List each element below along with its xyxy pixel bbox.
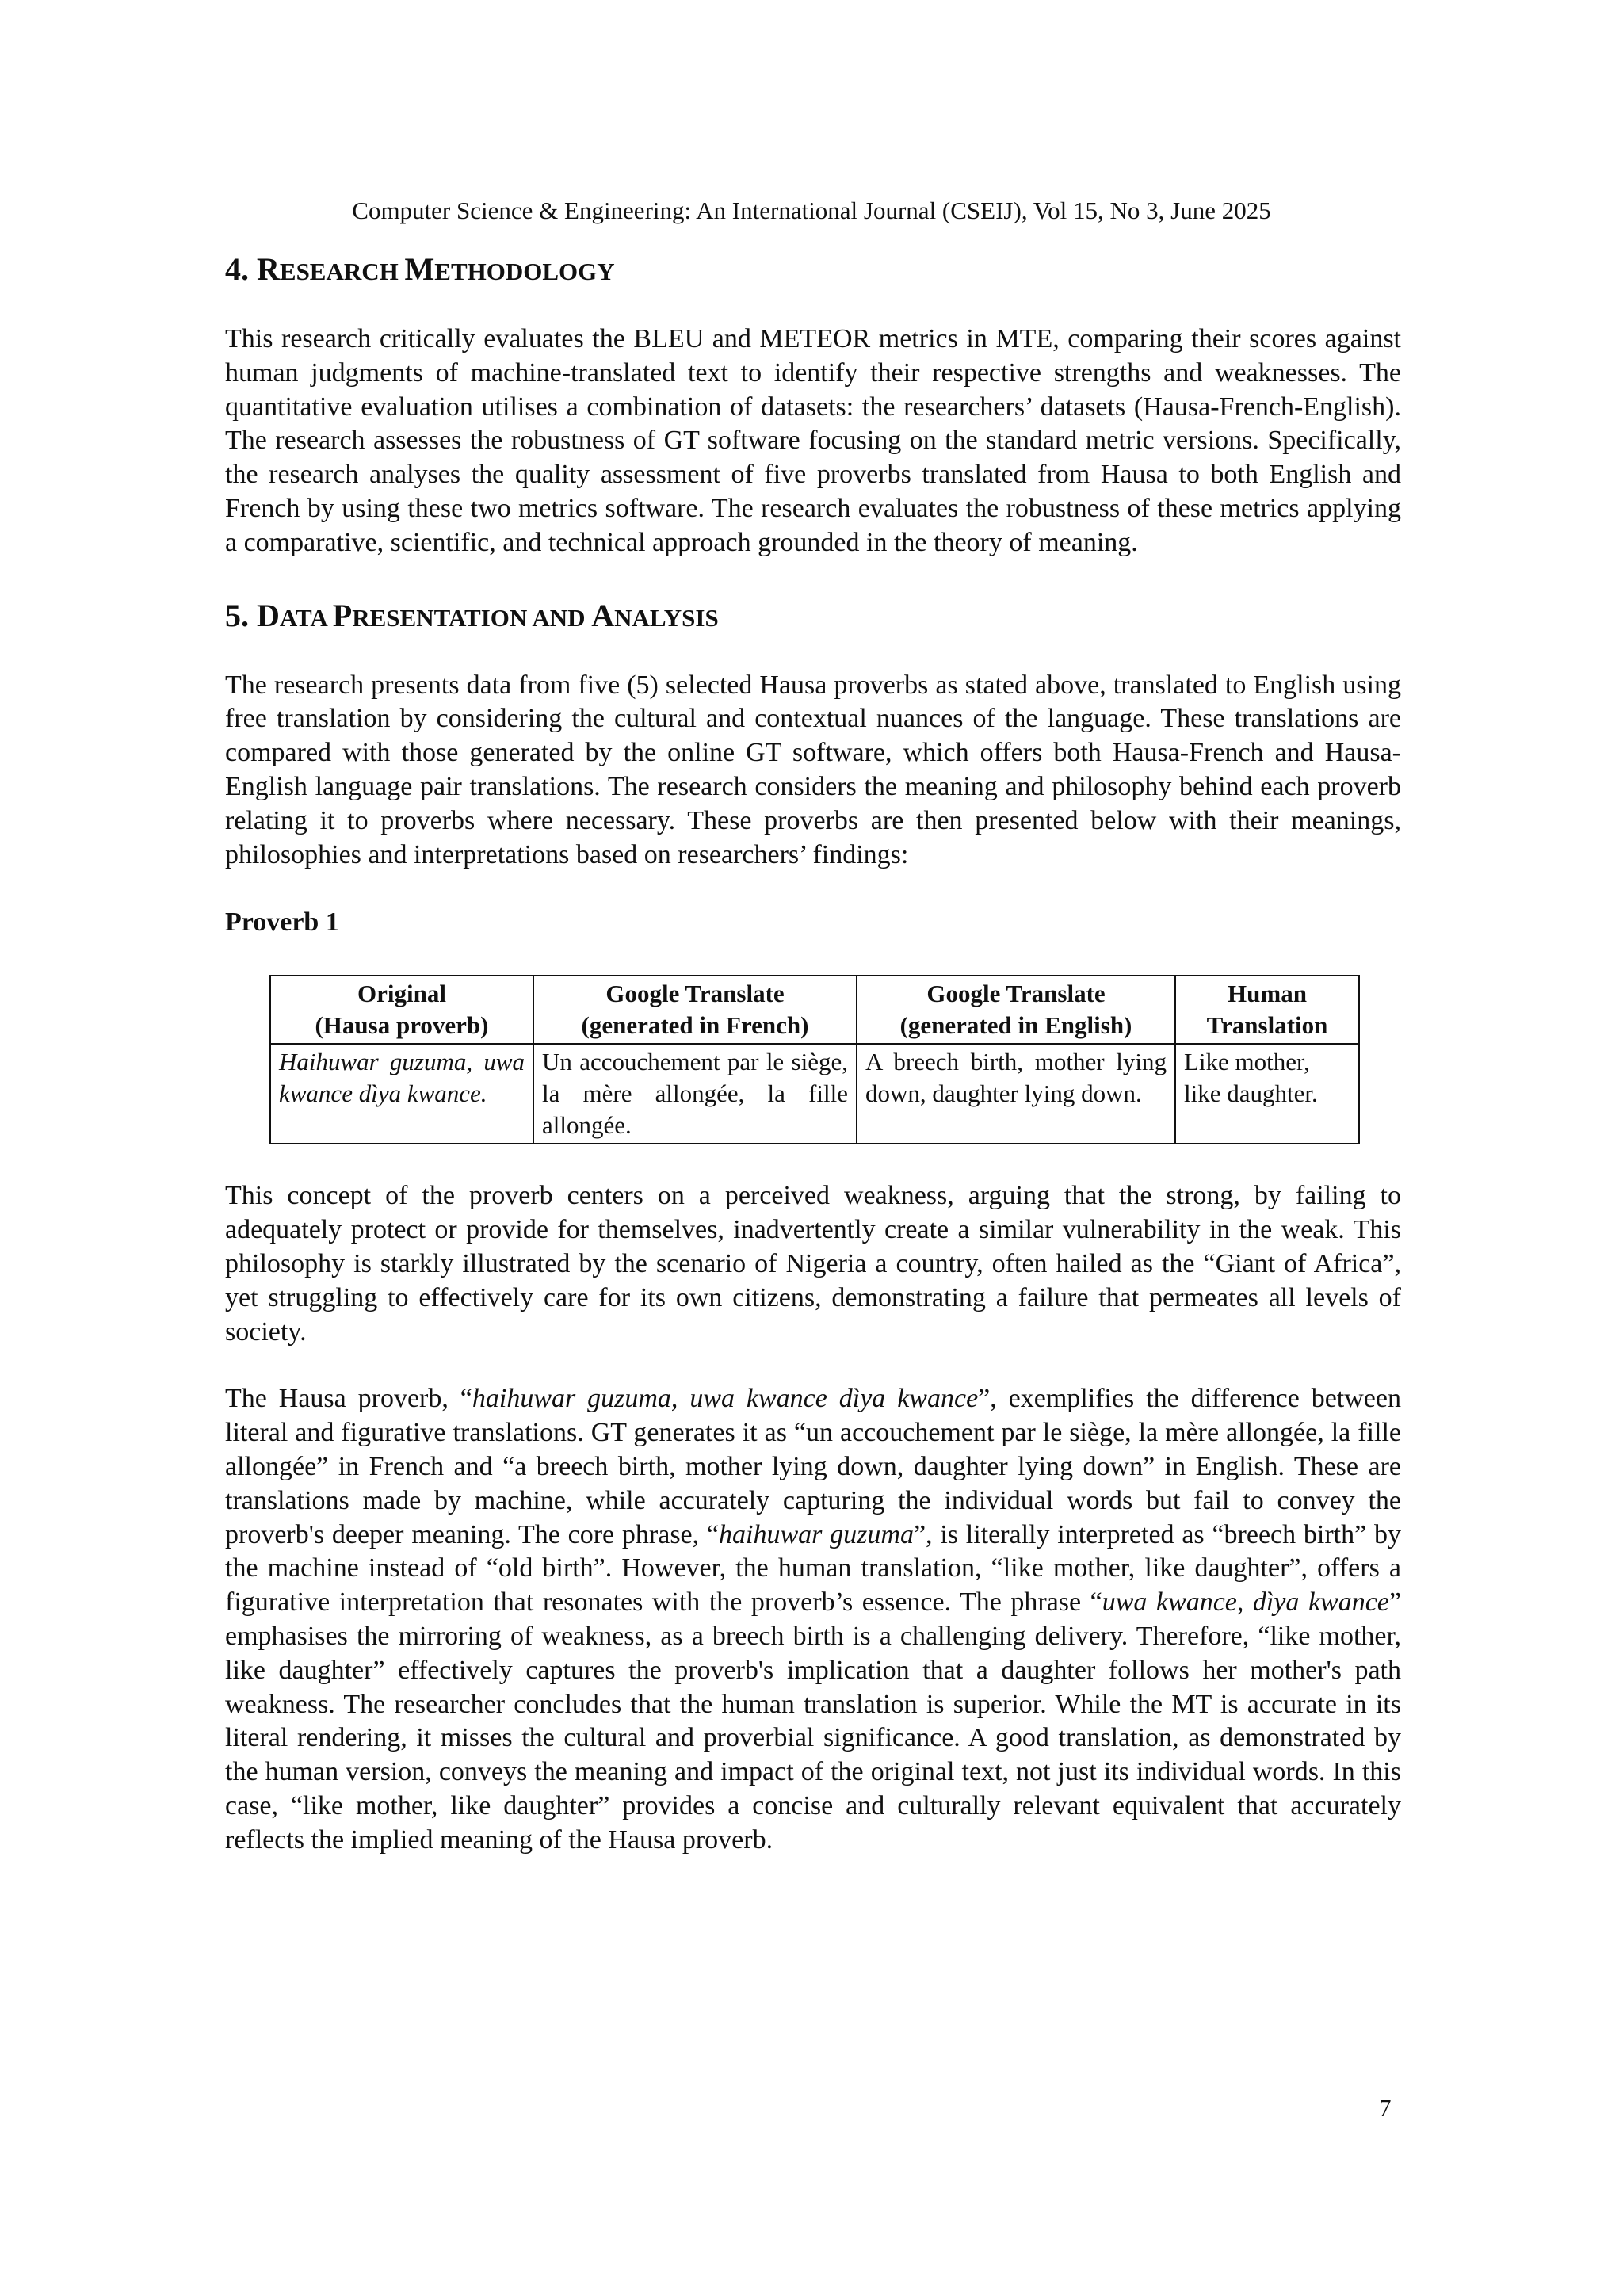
section-4-title-m: M	[404, 251, 435, 287]
section-5-title-d: D	[257, 597, 280, 633]
section-4-heading	[225, 247, 1401, 294]
section-4-paragraph: This research critically evaluates the BLEU and METEOR metrics in MTE, comparing their scores against human judgments of machine-translated text to identify their respective strengths and weaknesses. The quantitative evaluation utilises a combination of datasets: the researchers’ datasets (Hausa-French-English). The research assesses the robustness of GT software focusing on the standard metric versions. Specifically, the research analyses the quality assessment of five proverbs translated from Hausa to both English and French by using these two metrics software. The research evaluates the robustness of these metrics applying a comparative, scientific, and technical approach grounded in the theory of meaning.	[225, 324, 1401, 557]
cell-gt-french: Un accouchement par le siège, la mère allongée, la fille allongée.	[533, 1044, 857, 1144]
cell-original: Haihuwar guzuma, uwa kwance dìya kwance.	[270, 1044, 533, 1144]
running-head: Computer Science & Engineering: An International Journal (CSEIJ), Vol 15, No 3, June 2025	[352, 197, 1271, 224]
section-4-number: 4.	[225, 251, 257, 287]
section-5-paragraph: The research presents data from five (5) selected Hausa proverbs as stated above, translated to English using free translation by considering the cultural and contextual nuances of the language. These translations are compared with those generated by the online GT software, which offers both Hausa-French and Hausa-English language pair translations. The research considers the meaning and philosophy behind each proverb relating it to proverbs where necessary. These proverbs are then presented below with their meanings, philosophies and interpretations based on researchers’ findings:	[225, 670, 1401, 869]
section-5-title-ata: ATA	[279, 603, 333, 632]
proverb-1-paragraph-1: This concept of the proverb centers on a perceived weakness, arguing that the strong, by failing to adequately protect or provide for themselves, inadvertently create a similar vulnerability in the weak. This philosophy is starkly illustrated by the scenario of Nigeria a country, often hailed as the “Giant of Africa”, yet struggling to effectively care for its own citizens, demonstrating a failure that permeates all levels of society.	[225, 1181, 1401, 1347]
header-gt-french: Google Translate (generated in French)	[533, 976, 857, 1044]
cell-human-translation: Like mother, like daughter.	[1175, 1044, 1359, 1144]
section-5-number: 5.	[225, 597, 257, 633]
page-number: 7	[1379, 2094, 1392, 2122]
proverb-1-table	[269, 975, 1360, 1144]
header-human-translation: Human Translation	[1175, 976, 1359, 1044]
table-header-row	[270, 976, 1359, 1044]
section-4-title-esearch: ESEARCH	[279, 258, 405, 285]
section-4-title-r: R	[257, 251, 280, 287]
proverb-1-heading: Proverb 1	[225, 907, 339, 938]
proverb-1-paragraph-2: The Hausa proverb, “haihuwar guzuma, uwa kwance dìya kwance”, exemplifies the difference between literal and figurative translations. GT generates it as “un accouchement par le siège, la mère allongée, la fille allongée” in French and “a breech birth, mother lying down, daughter lying down” in English. These are translations made by machine, while accurately capturing the individual words but fail to convey the proverb's deeper meaning. The core phrase, “haihuwar guzuma”, is literally interpreted as “breech birth” by the machine instead of “old birth”. However, the human translation, “like mother, like daughter”, offers a figurative interpretation that resonates with the proverb’s essence. The phrase “uwa kwance, dìya kwance” emphasises the mirroring of weakness, as a breech birth is a challenging delivery. Therefore, “like mother, like daughter” effectively captures the proverb's implication that a daughter follows her mother's path weakness. The researcher concludes that the human translation is superior. While the MT is accurate in its literal rendering, it misses the cultural and proverbial significance. A good translation, as demonstrated by the human version, conveys the meaning and impact of the original text, not just its individual words. In this case, “like mother, like daughter” provides a concise and culturally relevant equivalent that accurately reflects the implied meaning of the Hausa proverb.	[225, 1384, 1401, 1855]
section-5-title-p: P	[332, 597, 353, 633]
section-5-heading	[225, 594, 1401, 640]
section-5-title-nalysis: NALYSIS	[614, 603, 719, 632]
header-original: Original (Hausa proverb)	[270, 976, 533, 1044]
section-5-title-resentation: RESENTATION AND	[352, 603, 592, 632]
main-content	[225, 247, 1401, 1858]
section-4-title-ethodology: ETHODOLOGY	[434, 258, 615, 285]
section-5-title-a: A	[591, 597, 615, 633]
table-row	[270, 1044, 1359, 1144]
header-gt-english: Google Translate (generated in English)	[857, 976, 1175, 1044]
proverb-1-table-wrap	[269, 975, 1358, 1144]
cell-gt-english: A breech birth, mother lying down, daughter lying down.	[857, 1044, 1175, 1144]
